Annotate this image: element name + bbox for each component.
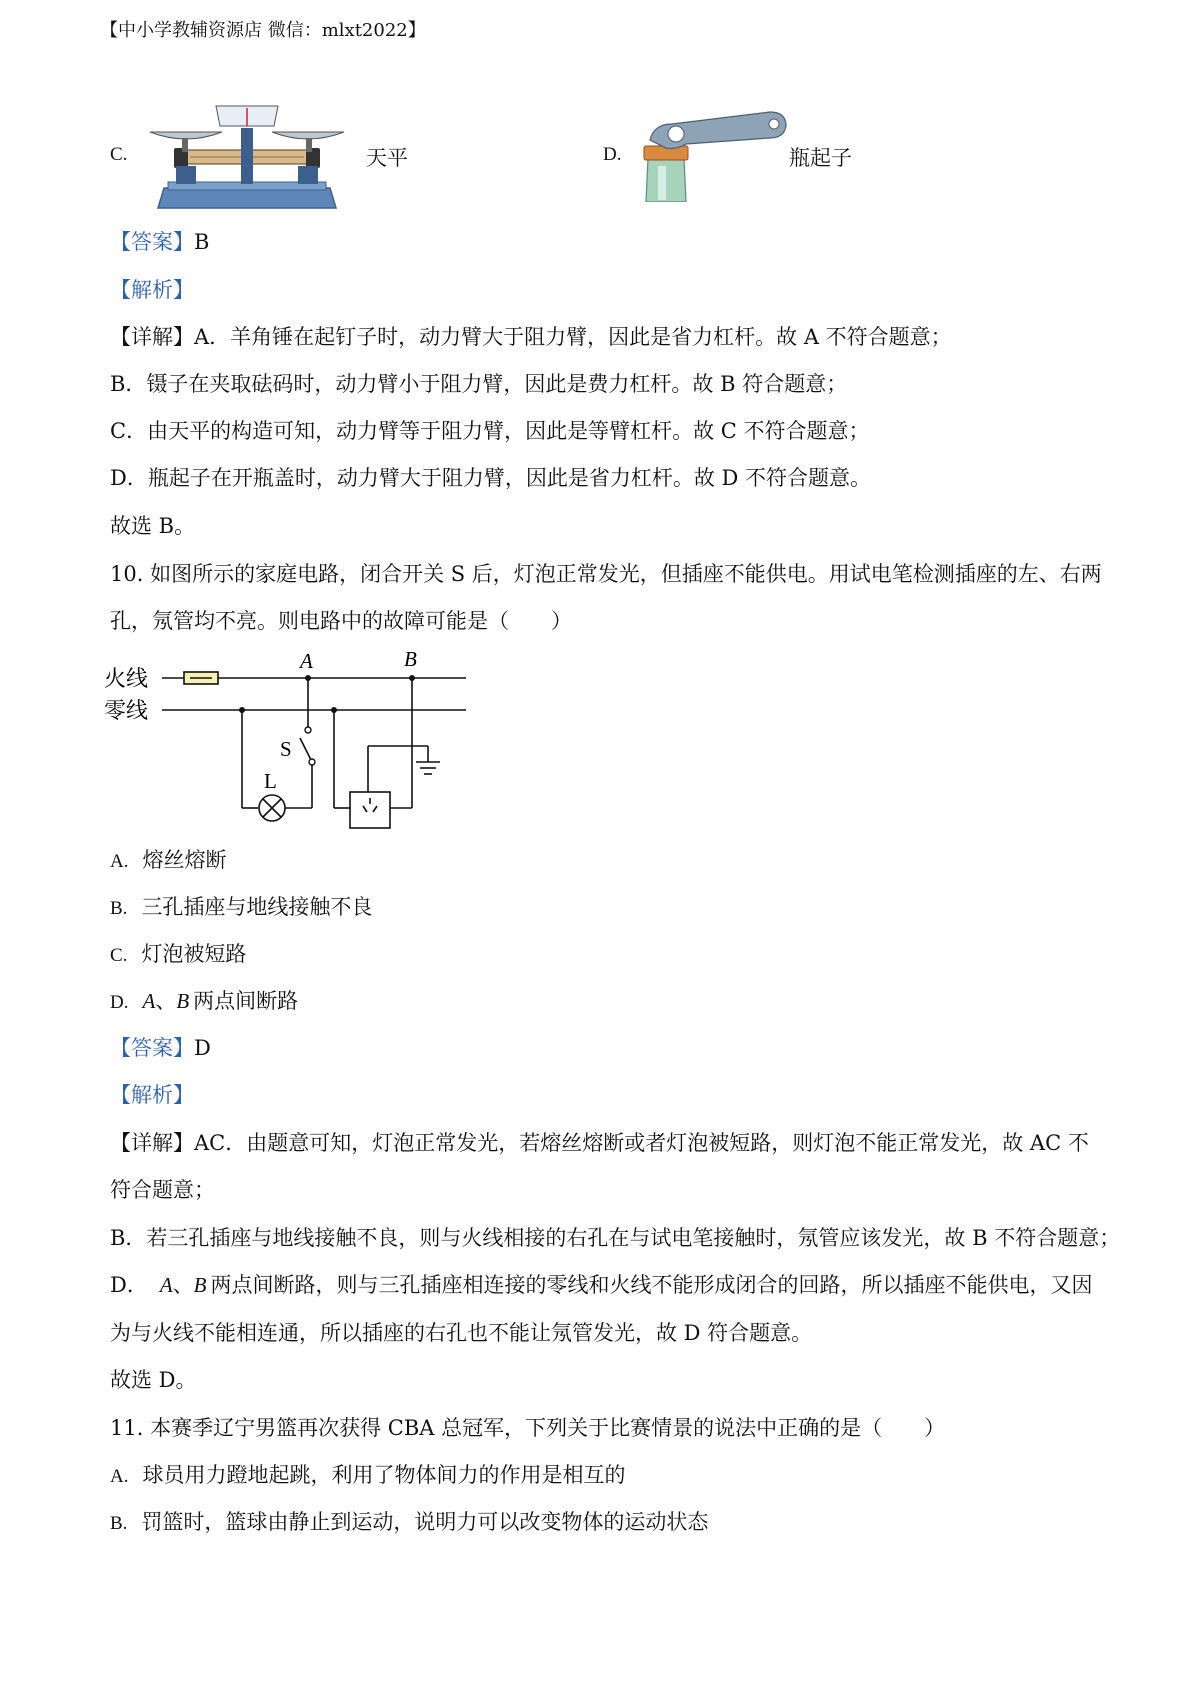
q11-option-a [110,1463,625,1489]
q9-conclusion: 故选 B。 [110,514,196,538]
detail-text: A．羊角锤在起钉子时，动力臂大于阻力臂，因此是省力杠杆。故 A 不符合题意； [194,325,952,349]
bottle-opener-image [636,110,788,202]
answer-value: D [194,1036,211,1060]
option-label: B. [110,898,128,919]
answer-tag: 【答案】 [110,230,194,254]
option-text: 灯泡被短路 [141,942,247,966]
option-text: 三孔插座与地线接触不良 [141,895,373,919]
answer-tag: 【答案】 [110,1036,194,1060]
q11-stem: 11. 本赛季辽宁男篮再次获得 CBA 总冠军，下列关于比赛情景的说法中正确的是（ ） [110,1416,946,1440]
q10-detail-b: B．若三孔插座与地线接触不良，则与火线相接的右孔在与试电笔接触时，氖管应该发光，故 B 不符合题意； [110,1226,1121,1250]
option-text: 两点间断路 [193,989,299,1013]
live-wire-label: 火线 [104,666,149,691]
detail-tag: 【详解】 [110,325,194,349]
option-point-b: B [176,989,190,1013]
q10-option-d [110,989,298,1015]
q10-analysis-tag: 【解析】 [110,1083,194,1107]
detail-point-a: A [159,1273,173,1297]
option-sep: 、 [155,989,177,1013]
q9-analysis-tag: 【解析】 [110,278,194,302]
option-c-label: C. [110,144,128,165]
balance-scale-image [146,100,348,210]
detail-point-b: B [193,1273,207,1297]
option-c-text: 天平 [366,146,408,170]
q10-detail-ac-line2: 符合题意； [110,1178,215,1202]
detail-sep: 、 [172,1273,194,1297]
option-d-label: D. [603,144,622,165]
option-text: 罚篮时，篮球由静止到运动，说明力可以改变物体的运动状态 [141,1510,709,1534]
option-text: 熔丝熔断 [142,848,227,872]
q10-stem-line1: 10. 如图所示的家庭电路，闭合开关 S 后，灯泡正常发光，但插座不能供电。用试电笔检测插座的左、右两 [110,562,1102,586]
option-label: D. [110,992,129,1013]
option-d-text: 瓶起子 [789,146,852,170]
circuit-diagram [104,646,484,830]
point-b-label: B [404,647,417,671]
q9-detail-d: D．瓶起子在开瓶盖时，动力臂大于阻力臂，因此是省力杠杆。故 D 不符合题意。 [110,466,872,490]
option-text: 球员用力蹬地起跳，利用了物体间力的作用是相互的 [142,1463,626,1487]
option-point-a: A [142,989,156,1013]
q11-option-b [110,1510,708,1536]
option-label: B. [110,1513,128,1534]
detail-text: 两点间断路，则与三孔插座相连接的零线和火线不能形成闭合的回路，所以插座不能供电，又因 [210,1273,1093,1297]
detail-prefix: D． [110,1273,148,1297]
watermark: 【中小学教辅资源店 微信：mlxt2022】 [100,20,426,41]
option-label: C. [110,945,128,966]
q9-detail-c: C．由天平的构造可知，动力臂等于阻力臂，因此是等臂杠杆。故 C 不符合题意； [110,419,870,443]
q10-option-b [110,895,372,921]
point-a-label: A [300,649,313,673]
answer-value: B [194,230,210,254]
q10-conclusion: 故选 D。 [110,1368,197,1392]
q10-stem-line2: 孔，氖管均不亮。则电路中的故障可能是（ ） [110,609,572,633]
detail-tag: 【详解】 [110,1131,194,1155]
lamp-label: L [264,769,277,793]
option-label: A. [110,1466,129,1487]
switch-label: S [280,737,292,761]
q10-option-a [110,848,226,874]
q10-detail-d-line2: 为与火线不能相连通，所以插座的右孔也不能让氖管发光，故 D 符合题意。 [110,1321,813,1345]
q10-answer [110,1036,211,1061]
q9-answer [110,230,209,255]
q9-detail-b: B．镊子在夹取砝码时，动力臂小于阻力臂，因此是费力杠杆。故 B 符合题意； [110,372,848,396]
detail-text: AC．由题意可知，灯泡正常发光，若熔丝熔断或者灯泡被短路，则灯泡不能正常发光，故 AC 不 [194,1131,1089,1155]
option-label: A. [110,851,129,872]
q10-detail-ac-line1 [110,1131,1089,1156]
q10-detail-d-line1 [110,1273,1093,1298]
q10-option-c [110,942,246,968]
q9-detail-a [110,325,952,350]
neutral-wire-label: 零线 [104,698,149,723]
